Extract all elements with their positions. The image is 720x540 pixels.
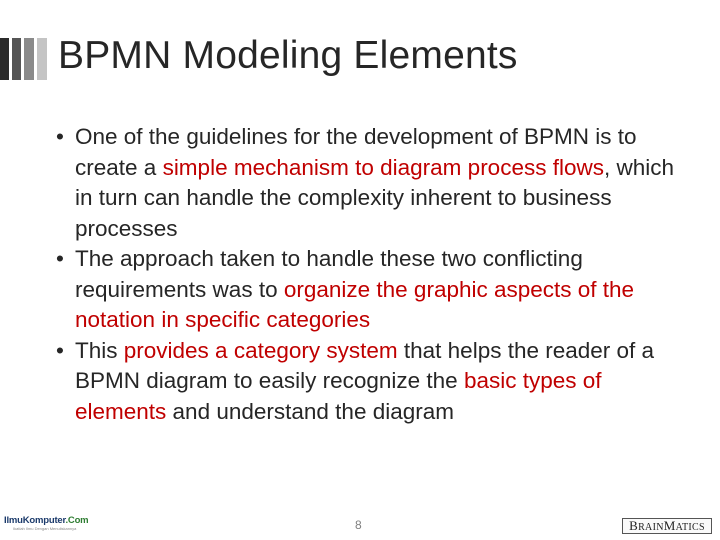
accent-bar <box>24 38 34 80</box>
bullet-highlight: simple mechanism to diagram process flows <box>162 154 604 180</box>
bullet-item <box>56 122 696 244</box>
logo-tagline: Ikatlah Ilmu Dengan Menuliskannya <box>13 526 77 531</box>
bullet-text: that helps the reader of a BPMN diagram to easily recognize the <box>75 337 655 393</box>
logo-suffix: .Com <box>65 515 89 526</box>
logo-part: RAIN <box>638 522 664 533</box>
logo-letter: B <box>629 518 639 533</box>
bullet-dot-icon: • <box>56 337 64 363</box>
accent-bar <box>37 38 47 80</box>
logo-part: ATICS <box>675 522 705 533</box>
bullet-dot-icon: • <box>56 124 64 149</box>
slide-title: BPMN Modeling Elements <box>58 34 518 77</box>
ilmukomputer-logo <box>4 515 89 535</box>
bullet-highlight: provides a category system <box>123 337 398 363</box>
bullet-text: This <box>75 337 124 363</box>
page-number: 8 <box>355 518 362 532</box>
bullet-highlight: basic types of elements <box>75 368 602 424</box>
bullet-dot-icon: • <box>56 246 64 271</box>
bullet-highlight: organize the graphic aspects of the notation in specific categories <box>75 276 635 332</box>
accent-bar <box>0 38 9 80</box>
bullet-text: , which in turn can handle the complexity inherent to business processes <box>75 154 675 241</box>
bullet-text: The approach taken to handle these two conflicting requirements was to <box>75 246 583 302</box>
title-accent-bars <box>0 38 48 80</box>
accent-bar <box>12 38 21 80</box>
bullet-list <box>56 122 696 427</box>
logo-letter: M <box>663 518 676 533</box>
bullet-item <box>56 244 696 336</box>
bullet-item <box>56 336 696 428</box>
brainmatics-logo <box>622 518 712 534</box>
logo-name: IlmuKomputer <box>4 515 66 526</box>
bullet-text: One of the guidelines for the development of BPMN is to create a <box>75 124 637 180</box>
bullet-text: and understand the diagram <box>166 398 454 424</box>
